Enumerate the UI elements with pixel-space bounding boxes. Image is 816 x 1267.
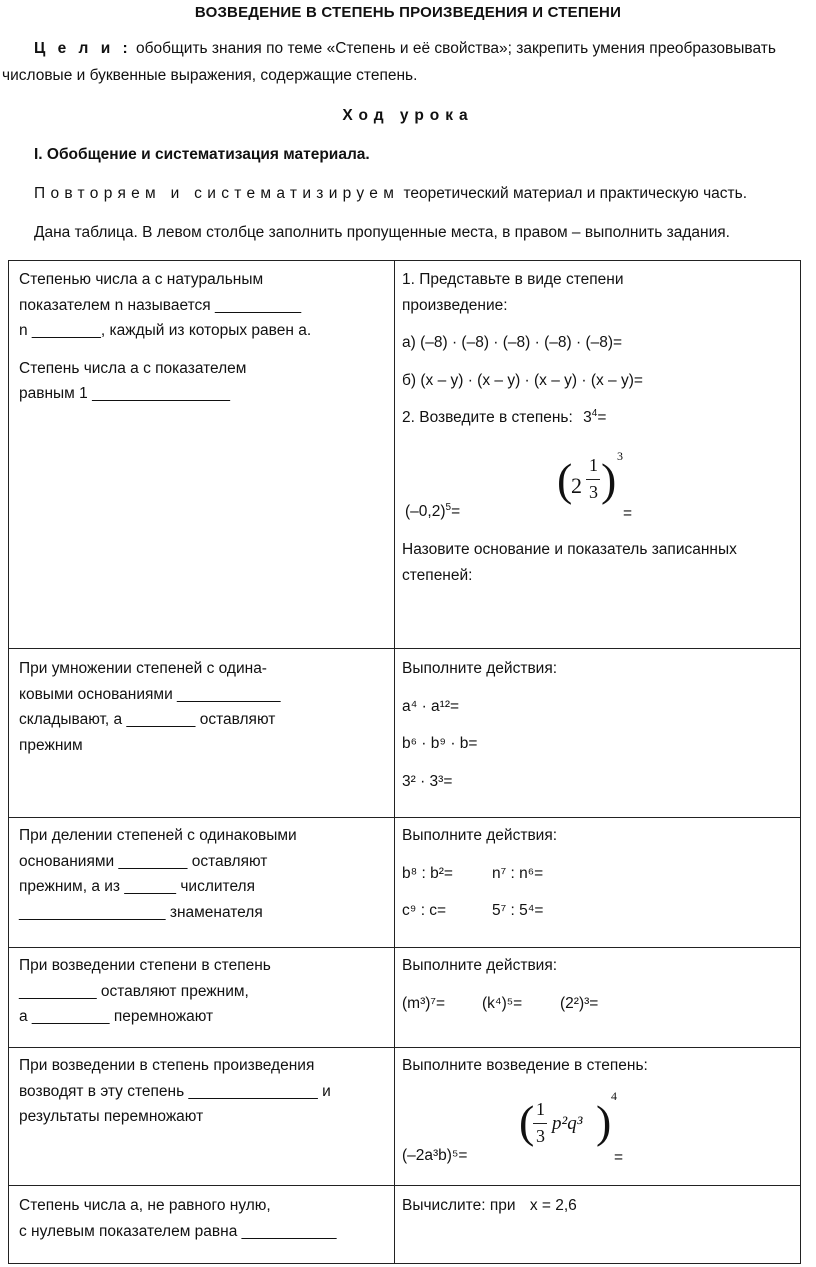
- neg-base: (–0,2): [405, 503, 446, 520]
- goals-line-1: [34, 40, 776, 58]
- row3-e4: 5⁷ : 5⁴=: [492, 902, 544, 919]
- mixed-eq: =: [623, 505, 633, 522]
- name-line1: Назовите основание и показатель записанных: [402, 541, 737, 558]
- pow3-exp: 4: [591, 408, 598, 419]
- row3-line-b: [402, 898, 792, 924]
- row6-left: [19, 1193, 384, 1244]
- neg-power: [405, 499, 460, 525]
- row1-left-line3: n ________, каждый из которых равен a.: [19, 322, 312, 339]
- row4-head: Выполните действия:: [402, 957, 558, 974]
- row5-left-line3: результаты перемножают: [19, 1108, 204, 1125]
- row1-right: [402, 267, 792, 431]
- row2-head: Выполните действия:: [402, 660, 558, 677]
- row2-left-line4: прежним: [19, 736, 83, 754]
- row4-e1: (m³)⁷=: [402, 994, 446, 1012]
- task1-b: б) (x – y) · (x – y) · (x – y) · (x – y)=: [402, 371, 643, 389]
- row2-left-line1: При умножении степеней с одина-: [19, 660, 267, 677]
- row5-head: Выполните возведение в степень:: [402, 1057, 648, 1074]
- row1-left-line4: Степень числа a с показателем: [19, 359, 247, 377]
- row6-line: [402, 1193, 792, 1219]
- pow3: [583, 409, 606, 426]
- row4-e3: (2²)³=: [560, 994, 599, 1012]
- row3-line-a: [402, 861, 792, 887]
- task1-title: 1. Представьте в виде степени: [402, 271, 624, 288]
- row3-e2: n⁷ : n⁶=: [492, 864, 544, 882]
- row5-e1: (–2a³b)⁵=: [402, 1147, 468, 1164]
- row4-left-line3: а _________ перемножают: [19, 1008, 214, 1025]
- row3-head: Выполните действия:: [402, 827, 558, 844]
- mixed-whole: 2: [571, 473, 582, 498]
- row4-right: [402, 953, 792, 1016]
- row6-left-line1: Степень числа a, не равного нулю,: [19, 1197, 271, 1214]
- page-title: ВОЗВЕДЕНИЕ В СТЕПЕНЬ ПРОИЗВЕДЕНИЯ И СТЕПЕНИ: [194, 4, 622, 21]
- row2-e3: 3² · 3³=: [402, 772, 453, 790]
- mixed-den: 3: [589, 482, 598, 502]
- row4-left-line1: При возведении степени в степень: [19, 957, 271, 974]
- row5-left-line1: При возведении в степень произведения: [19, 1057, 315, 1074]
- repeat-line: [34, 185, 747, 203]
- repeat-text: теоретический материал и практическую часть.: [403, 185, 748, 202]
- repeat-spaced: Повторяем и систематизируем: [34, 185, 400, 202]
- row1-left-line5: равным 1 ________________: [19, 385, 230, 402]
- given-line: Дана таблица. В левом столбце заполнить пропущенные места, в правом – выполнить задания.: [34, 224, 730, 241]
- task2-label: 2. Возведите в степень:: [402, 409, 573, 426]
- course-heading: Ход урока: [342, 107, 474, 124]
- mixed-exp: 3: [617, 449, 623, 463]
- row6-right: [402, 1193, 792, 1219]
- row5-fraction: ( 1 3 p²q³ ) 4: [519, 1089, 617, 1147]
- pow3-eq: =: [597, 409, 607, 426]
- row1-left-line1: Степенью числа a с натуральным: [19, 271, 264, 288]
- goals-line-2: числовые и буквенные выражения, содержащие степень.: [2, 67, 418, 84]
- row5-frac-body: p²q³: [552, 1113, 583, 1134]
- row3-left-line1: При делении степеней с одинаковыми: [19, 827, 297, 844]
- row3-e3: c⁹ : c=: [402, 902, 447, 919]
- section-heading: I. Обобщение и систематизация материала.: [34, 146, 370, 163]
- task1-title-b: произведение:: [402, 296, 508, 314]
- row4-left-line2: _________ оставляют прежним,: [19, 982, 249, 1000]
- neg-eq: =: [451, 503, 461, 520]
- mixed-num: 1: [589, 455, 598, 475]
- row3-right: [402, 823, 792, 924]
- goals-text-1: обобщить знания по теме «Степень и её свойства»; закрепить умения преобразовывать: [136, 40, 776, 57]
- row2-right: [402, 656, 792, 794]
- task1-a: а) (–8) · (–8) · (–8) · (–8) · (–8)=: [402, 334, 623, 351]
- row5-left: [19, 1053, 384, 1130]
- row2-left-line3: складывают, а ________ оставляют: [19, 711, 276, 728]
- row5-frac-num: 1: [536, 1099, 545, 1119]
- task-table: [8, 260, 801, 1264]
- row5-left-line2: возводят в эту степень _______________ и: [19, 1082, 331, 1100]
- row6-cond: x = 2,6: [529, 1197, 577, 1214]
- row1-left: [19, 267, 384, 407]
- row3-e1: b⁸ : b²=: [402, 864, 453, 882]
- pow3-base: 3: [583, 409, 592, 426]
- row2-left-line2: ковыми основаниями ____________: [19, 685, 281, 703]
- row2-left: [19, 656, 384, 758]
- row4-e2: (k⁴)⁵=: [482, 994, 523, 1012]
- row2-e1: a⁴ · a¹²=: [402, 697, 460, 715]
- row5-eq: =: [614, 1149, 624, 1166]
- row5-frac-den: 3: [536, 1126, 545, 1146]
- row3-left: [19, 823, 384, 925]
- mixed-fraction: ( 2 1 3 ) 3: [557, 449, 623, 505]
- row4-left: [19, 953, 384, 1030]
- row6-head: Вычислите: при: [402, 1197, 516, 1214]
- row3-left-line2: основаниями ________ оставляют: [19, 852, 268, 870]
- row5-right: [402, 1053, 792, 1079]
- row2-e2: b⁶ · b⁹ · b=: [402, 735, 478, 752]
- row5-frac-exp: 4: [611, 1089, 617, 1103]
- neg-exp: 5: [445, 502, 452, 513]
- row1-left-line2: показателем n называется __________: [19, 296, 302, 314]
- name-text: [402, 537, 792, 588]
- goals-label: Ц е л и :: [34, 40, 132, 57]
- task2-title: [402, 405, 792, 431]
- row6-left-line2: с нулевым показателем равна ___________: [19, 1222, 337, 1240]
- row3-left-line3: прежним, а из ______ числителя: [19, 878, 255, 895]
- row4-line: [402, 991, 792, 1017]
- row3-left-line4: _________________ знаменателя: [19, 903, 263, 921]
- name-line2: степеней:: [402, 566, 473, 584]
